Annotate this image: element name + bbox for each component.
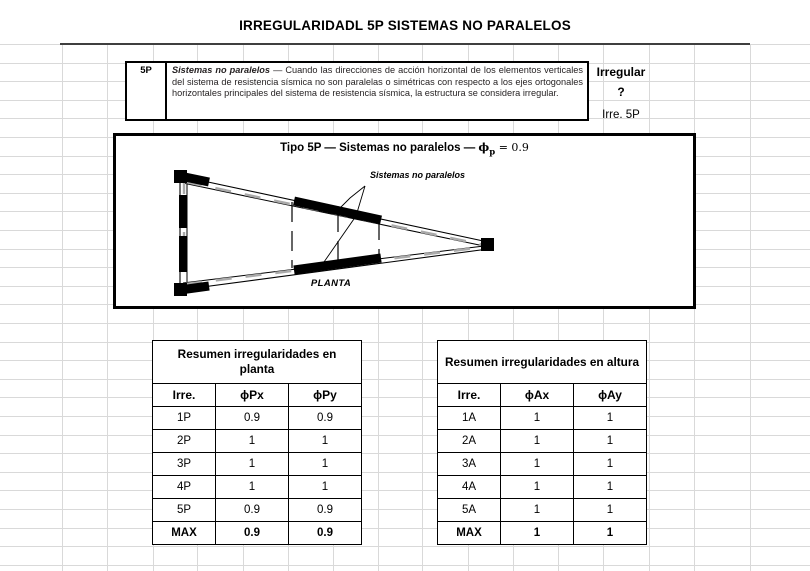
grid-row-line <box>0 490 810 491</box>
cell-phipy: 1 <box>289 476 362 499</box>
grid-row-line <box>0 546 810 547</box>
table-row <box>438 453 647 476</box>
column-header-irre: Irre. <box>153 384 216 407</box>
column-header-phipx: ϕPx <box>216 384 289 407</box>
grid-column-line <box>62 44 63 571</box>
table-row <box>438 476 647 499</box>
phi-subscript: p <box>489 147 496 158</box>
phi-symbol: ϕ <box>478 140 490 154</box>
cell-max-phipy: 0.9 <box>289 522 362 545</box>
table-row <box>153 476 362 499</box>
figure-annotation: Sistemas no paralelos <box>370 170 466 180</box>
table-row <box>153 453 362 476</box>
cell-phipy: 1 <box>289 453 362 476</box>
cell-max-phiay: 1 <box>574 522 647 545</box>
column-header-phipy: ϕPy <box>289 384 362 407</box>
table-caption-row <box>153 341 362 384</box>
table-header-row <box>438 384 647 407</box>
cell-phiax: 1 <box>501 407 574 430</box>
irregular-question-label <box>592 62 650 102</box>
cell-max-label: MAX <box>153 522 216 545</box>
annotation-leader-lower <box>324 186 365 262</box>
grid-row-line <box>0 509 810 510</box>
cell-irre: 1A <box>438 407 501 430</box>
column-header-phiay: ϕAy <box>574 384 647 407</box>
cell-phipx: 1 <box>216 453 289 476</box>
cell-max-phiax: 1 <box>501 522 574 545</box>
figure-caption: PLANTA <box>310 278 352 289</box>
page-title: IRREGULARIDADL 5P SISTEMAS NO PARALELOS <box>239 18 571 33</box>
definition-term: Sistemas no paralelos <box>172 65 271 75</box>
cell-irre: 3P <box>153 453 216 476</box>
corner-column-top-left <box>174 170 187 183</box>
definition-text <box>167 63 587 119</box>
corner-column-bottom-left <box>174 283 187 296</box>
grid-row-line <box>0 565 810 566</box>
grid-row-line <box>0 528 810 529</box>
definition-body: Cuando las direcciones de acción horizontal de los elementos verticales del sistema de resistencia sísmica no son paralelas o simétricas con respecto a los ejes ortogonales horizontales principales del sistema de resistencia sísmica, la estructura se considera irregular. <box>172 65 583 99</box>
table-caption: Resumen irregularidades en planta <box>153 341 362 384</box>
cell-phiay: 1 <box>574 407 647 430</box>
table-max-row <box>438 522 647 545</box>
cell-phiay: 1 <box>574 453 647 476</box>
figure-title-text: Tipo 5P — Sistemas no paralelos — <box>280 142 479 154</box>
grid-row-line <box>0 342 810 343</box>
cell-phiax: 1 <box>501 476 574 499</box>
cell-irre: 4A <box>438 476 501 499</box>
figure-box <box>113 133 696 309</box>
table-header-row <box>153 384 362 407</box>
table-row <box>438 430 647 453</box>
table-row <box>438 407 647 430</box>
table-max-row <box>153 522 362 545</box>
cell-irre: 5P <box>153 499 216 522</box>
cell-irre: 2A <box>438 430 501 453</box>
grid-row-line <box>0 379 810 380</box>
cell-phipx: 1 <box>216 430 289 453</box>
table-row <box>153 499 362 522</box>
cell-phipy: 0.9 <box>289 499 362 522</box>
table-caption: Resumen irregularidades en altura <box>438 341 647 384</box>
definition-dash: — <box>270 65 286 75</box>
cell-phiax: 1 <box>501 499 574 522</box>
grid-row-line <box>0 323 810 324</box>
cell-irre: 5A <box>438 499 501 522</box>
cell-phipx: 0.9 <box>216 407 289 430</box>
definition-block <box>125 61 589 121</box>
cell-phipx: 1 <box>216 476 289 499</box>
apex-column <box>481 238 494 251</box>
grid-row-line <box>0 416 810 417</box>
grid-row-line <box>0 472 810 473</box>
grid-column-line <box>750 44 751 571</box>
cell-phipy: 1 <box>289 430 362 453</box>
phi-value: = 0.9 <box>495 141 529 154</box>
summary-table-planta <box>152 340 362 545</box>
cell-phiax: 1 <box>501 430 574 453</box>
grid-row-line <box>0 397 810 398</box>
definition-code: 5P <box>127 63 167 119</box>
column-header-irre: Irre. <box>438 384 501 407</box>
cell-phipy: 0.9 <box>289 407 362 430</box>
cell-max-label: MAX <box>438 522 501 545</box>
cell-phiay: 1 <box>574 430 647 453</box>
table-caption-row <box>438 341 647 384</box>
cell-max-phipx: 0.9 <box>216 522 289 545</box>
grid-row-line <box>0 453 810 454</box>
cell-phipx: 0.9 <box>216 499 289 522</box>
cell-irre: 2P <box>153 430 216 453</box>
table-row <box>153 407 362 430</box>
irregular-question-line1: Irregular <box>596 65 646 79</box>
irregular-value: Irre. 5P <box>602 109 640 121</box>
summary-table-altura <box>437 340 647 545</box>
irregular-question-line2: ? <box>617 85 625 99</box>
cell-phiay: 1 <box>574 499 647 522</box>
cell-phiax: 1 <box>501 453 574 476</box>
column-header-phiax: ϕAx <box>501 384 574 407</box>
grid-row-line <box>0 435 810 436</box>
grid-column-line <box>107 44 108 571</box>
cell-irre: 1P <box>153 407 216 430</box>
cell-irre: 4P <box>153 476 216 499</box>
table-row <box>438 499 647 522</box>
grid-row-line <box>0 360 810 361</box>
header-rule <box>60 43 750 45</box>
cell-irre: 3A <box>438 453 501 476</box>
table-row <box>153 430 362 453</box>
cell-phiay: 1 <box>574 476 647 499</box>
